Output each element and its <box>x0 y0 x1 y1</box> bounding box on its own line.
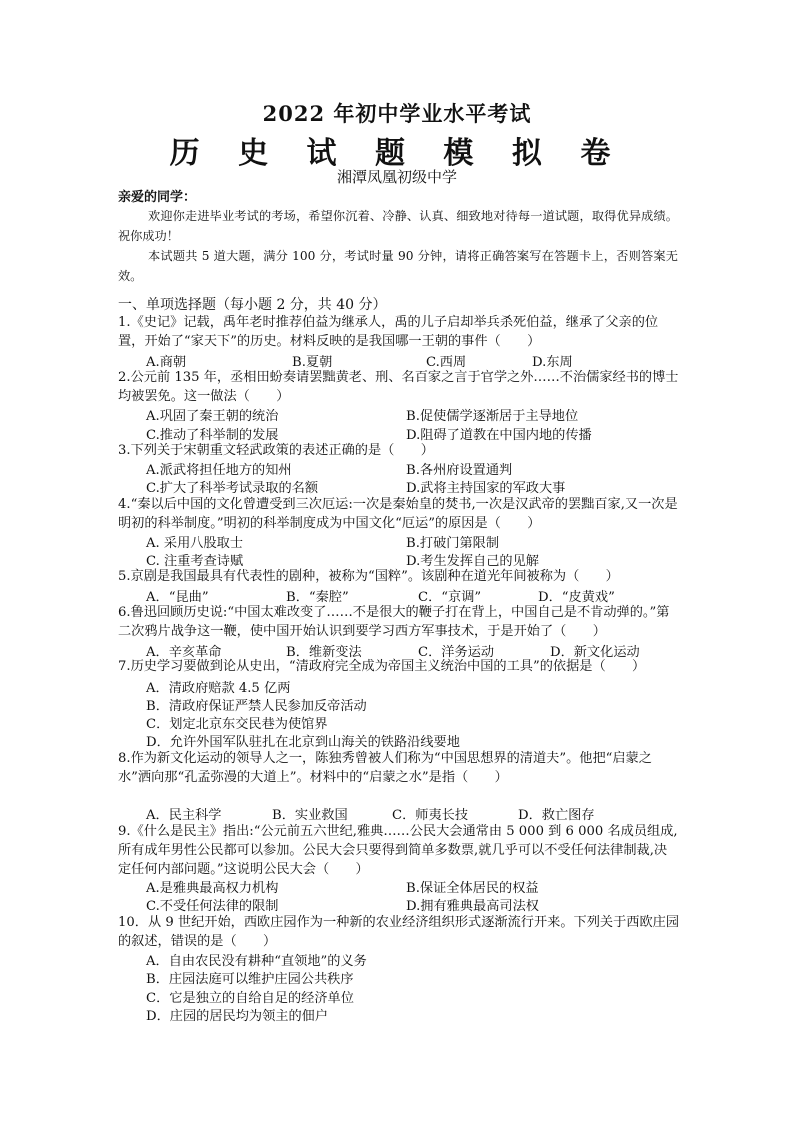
question-6-option-c[interactable]: C．洋务运动 <box>418 645 495 660</box>
exam-title: 2022 年初中学业水平考试 <box>262 101 532 126</box>
question-1-option-d[interactable]: D.东周 <box>532 355 573 370</box>
question-1-option-c[interactable]: C.西周 <box>426 355 467 370</box>
question-3-option-a[interactable]: A.派武将担任地方的知州 <box>146 463 292 478</box>
question-10-option-a[interactable]: A．自由农民没有耕种“直领地”的义务 <box>146 954 367 969</box>
question-7-option-b[interactable]: B．清政府保证严禁人民参加反帝活动 <box>146 699 367 714</box>
question-6-option-b[interactable]: B．维新变法 <box>286 645 362 660</box>
question-4-option-c[interactable]: C. 注重考查诗赋 <box>146 554 244 569</box>
question-8-option-c[interactable]: C．师夷长技 <box>392 808 469 823</box>
question-10-stem: 10．从 9 世纪开始，西欧庄园作为一种新的农业经济组织形式逐渐流行开来。下列关于西欧庄园的叙述，错误的是（ ） <box>118 915 680 949</box>
question-6-option-a[interactable]: A．辛亥革命 <box>146 645 222 660</box>
greeting: 亲爱的同学： <box>118 190 197 205</box>
question-6-option-d[interactable]: D．新文化运动 <box>550 645 640 660</box>
question-10-option-b[interactable]: B．庄园法庭可以维护庄园公共秩序 <box>146 972 354 987</box>
question-8-option-a[interactable]: A．民主科学 <box>146 808 222 823</box>
question-2-option-c[interactable]: C.推动了科举制的发展 <box>146 428 279 443</box>
question-6-stem: 6.鲁迅回顾历史说:“中国太难改变了……不是很大的鞭子打在背上，中国自己是不肯动弹的。”第二次鸦片战争这一鞭，使中国开始认识到要学习西方军事技术，于是开始了（ ） <box>118 605 670 639</box>
question-7-option-c[interactable]: C．划定北京东交民巷为使馆界 <box>146 717 328 732</box>
question-8-option-b[interactable]: B．实业救国 <box>272 808 348 823</box>
question-9-option-a[interactable]: A.是雅典最高权力机构 <box>146 881 279 896</box>
question-3-option-d[interactable]: D.武将主持国家的军政大事 <box>406 481 566 496</box>
question-10-option-d[interactable]: D．庄园的居民均为领主的佃户 <box>146 1009 329 1024</box>
question-7-stem: 7.历史学习要做到论从史出，“清政府完全成为帝国主义统治中国的工具”的依据是（ ） <box>118 659 646 674</box>
question-4-option-a[interactable]: A. 采用八股取士 <box>146 536 244 551</box>
intro-paragraph-2: 本试题共 5 道大题，满分 100 分，考试时量 90 分钟，请将正确答案写在答题卡上，否则答案无效。 <box>118 249 678 283</box>
question-7-option-a[interactable]: A．清政府赔款 4.5 亿两 <box>146 681 291 696</box>
question-4-stem: 4.“秦以后中国的文化曾遭受到三次厄运:一次是秦始皇的焚书,一次是汉武帝的罢黜百家,又一次是明初的科举制度。”明初的科举制度成为中国文化“厄运”的原因是（ ） <box>118 497 678 531</box>
question-5-option-b[interactable]: B．“秦腔” <box>286 590 349 605</box>
question-5-stem: 5.京剧是我国最具有代表性的剧种，被称为“国粹”。该剧种在道光年间被称为（ ） <box>118 569 619 584</box>
question-8-option-d[interactable]: D．救亡图存 <box>518 808 595 823</box>
question-2-stem: 2.公元前 135 年，丞相田蚡奏请罢黜黄老、刑、名百家之言于官学之外……不治儒家经书的博士均被罢免。这一做法（ ） <box>118 370 679 404</box>
question-3-stem: 3.下列关于宋朝重文轻武政策的表述正确的是（ ） <box>118 443 434 458</box>
section-title: 一、单项选择题（每小题 2 分，共 40 分） <box>118 297 387 313</box>
question-3-option-c[interactable]: C.扩大了科举考试录取的名额 <box>146 481 319 496</box>
question-5-option-c[interactable]: C．“京调” <box>418 590 482 605</box>
question-5-option-a[interactable]: A．“昆曲” <box>146 590 209 605</box>
question-8-stem: 8.作为新文化运动的领导人之一，陈独秀曾被人们称为“中国思想界的清道夫”。他把“启蒙之水”洒向那“孔孟弥漫的大道上”。材料中的“启蒙之水”是指（ ） <box>118 751 652 785</box>
question-1-stem: 1.《史记》记载，禹年老时推荐伯益为继承人，禹的儿子启却举兵杀死伯益，继承了父亲的位置，开始了“家天下”的历史。材料反映的是我国哪一王朝的事件（ ） <box>118 315 659 349</box>
question-4-option-b[interactable]: B.打破门第限制 <box>406 536 500 551</box>
question-2-option-d[interactable]: D.阻碍了道教在中国内地的传播 <box>406 428 592 443</box>
question-2-option-a[interactable]: A.巩固了秦王朝的统治 <box>146 409 279 424</box>
school-name: 湘潭凤凰初级中学 <box>336 168 457 186</box>
question-4-option-d[interactable]: D.考生发挥自己的见解 <box>406 554 539 569</box>
paper-subtitle: 历 史 试 题 模 拟 卷 <box>169 136 625 171</box>
question-5-option-d[interactable]: D．“皮黄戏” <box>538 590 615 605</box>
question-7-option-d[interactable]: D．允许外国军队驻扎在北京到山海关的铁路沿线要地 <box>146 735 460 750</box>
question-3-option-b[interactable]: B.各州府设置通判 <box>406 463 513 478</box>
question-1-option-b[interactable]: B.夏朝 <box>292 355 333 370</box>
question-9-stem: 9.《什么是民主》指出:“公元前五六世纪,雅典……公民大会通常由 5 000 到 6 000 名成员组成,所有成年男性公民都可以参加。公民大会只要得到简单多数票,就几乎可以不受任何法律制裁,决定任何内部问题。”这说明公民大会（ ） <box>118 824 678 877</box>
question-10-option-c[interactable]: C．它是独立的自给自足的经济单位 <box>146 991 354 1006</box>
question-9-option-b[interactable]: B.保证全体居民的权益 <box>406 881 539 896</box>
intro-paragraph-1: 欢迎你走进毕业考试的考场，希望你沉着、冷静、认真、细致地对待每一道试题，取得优异成绩。祝你成功！ <box>118 209 678 243</box>
question-9-option-d[interactable]: D.拥有雅典最高司法权 <box>406 899 539 914</box>
question-2-option-b[interactable]: B.促使儒学逐渐居于主导地位 <box>406 409 579 424</box>
question-9-option-c[interactable]: C.不受任何法律的限制 <box>146 899 279 914</box>
question-1-option-a[interactable]: A.商朝 <box>146 355 187 370</box>
